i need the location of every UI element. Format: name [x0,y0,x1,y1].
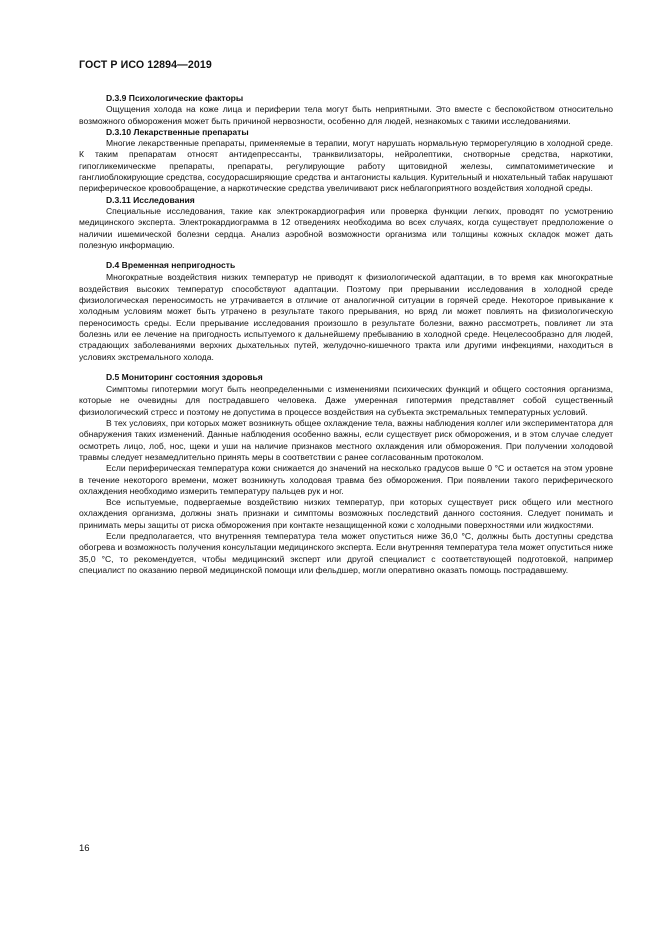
section-d-3-11 [79,195,613,251]
paragraph: Если предполагается, что внутренняя температура тела может опуститься ниже 36,0 °C, должны быть доступны средства обогрева и возможность получения консультации медицинского эксперта. Если внутренняя температура тела может опуститься ниже 35,0 °C, то рекомендуется, чтобы медицинский эксперт или другой специалист с соответствующей подготовкой, например специалист по оказанию первой медицинской помощи или фельдшер, могли оперативно оказать помощь пострадавшему. [79,530,613,575]
section-d-4 [79,260,613,363]
section-heading: D.3.9 Психологические факторы [106,93,244,103]
paragraph: В тех условиях, при которых может возникнуть общее охлаждение тела, важны наблюдения коллег или экспериментатора для обнаружения таких изменений. Данные наблюдения особенно важны, если существует риск обморожения, и в этом случае следует осмотреть лицо, лоб, нос, щеки и уши на наличие признаков местного охлаждения или обморожения. При получении холодовой травмы следует незамедлительно принять меры в соответствии с ранее согласованным протоколом. [79,418,613,462]
paragraph: Многократные воздействия низких температур не приводят к физиологической адаптации, в то время как многократные воздействия высоких температур способствуют адаптации. Поэтому при прерывании исследования в холодной среде физиологическая переносимость не утрачивается в отличие от аналогичной ситуации в горячей среде. Некоторое привыкание к холодным условиям может быть утрачено в результате такого прерывания, но вряд ли может повлиять на физиологическую переносимость среды. Если прерывание исследования произошло в результате болезни, важно рассмотреть, повлияет ли эта болезнь или ее лечение на пригодность испытуемого к дальнейшему пребыванию в холодной среде. Нецелесообразно для людей, страдающих заболеваниями верхних дыхательных путей, желудочно-кишечного тракта или другими инфекциями, находиться в условиях экстремального холода. [79,272,613,362]
section-heading: D.4 Временная непригодность [106,260,236,271]
paragraph: Симптомы гипотермии могут быть неопределенными с изменениями психических функций и общего состояния организма, которые не очевидны для пострадавшего человека. Даже умеренная гипотермия представляет собой существенный физиологический стресс и поэтому не допустима в процессе воздействия на субъекта экстремальных температурных условий. [79,384,613,417]
paragraph: Если периферическая температура кожи снижается до значений на несколько градусов выше 0 °C и остается на этом уровне в течение некоторого времени, может возникнуть холодовая травма без обморожения. При появлении такого периферического охлаждения необходимо измерить температуру пальцев рук и ног. [79,463,613,496]
document-body [79,93,613,576]
paragraph: Многие лекарственные препараты, применяемые в терапии, могут нарушать нормальную терморегуляцию в холодной среде. К таким препаратам относят антидепрессанты, транквилизаторы, нейролептики, снотворные средства, наркотики, гипогликемическме препараты, препараты, регулирующие работу щитовидной железы, симпатомиметические и ганглиоблокирующие средства, сосудорасширяющие средства и антагонисты кальция. Курительный и нюхательный табак нарушают периферическое кровообращение, а наркотические средства увеличивают риск неблагоприятного воздействия холодной среды. [79,138,613,194]
paragraph: Специальные исследования, такие как электрокардиография или проверка функции легких, проводят по усмотрению медицинского эксперта. Электрокардиограмма в 12 отведениях необходима во всех случаях, когда существует предположение о наличии ишемической болезни сердца. Анализ аэробной возможности организма или толщины кожных складок может дать полезную информацию. [79,205,613,250]
document-header: ГОСТ Р ИСО 12894—2019 [79,59,212,71]
section-heading: D.3.10 Лекарственные препараты [106,126,249,137]
section-d-5 [79,372,613,576]
page-number: 16 [79,843,90,854]
section-heading: D.3.11 Исследования [106,194,195,205]
paragraph: Ощущения холода на коже лица и периферии тела могут быть неприятными. Это вместе с беспокойством относительно возможного обморожения может быть причиной нервозности, особенно для людей, незнакомых с такими исследованиями. [79,104,613,126]
section-d-3-10 [79,127,613,195]
paragraph: Все испытуемые, подвергаемые воздействию низких температур, при которых существует риск общего или местного охлаждения организма, должны знать признаки и симптомы возможных последствий данного состояния. Следует понимать и принимать меры защиты от риска обморожения при контакте незащищенной кожи с холодными поверхностями или жидкостями. [79,497,613,530]
section-heading: D.5 Мониторинг состояния здоровья [106,371,263,382]
section-d-3-9 [79,93,613,127]
